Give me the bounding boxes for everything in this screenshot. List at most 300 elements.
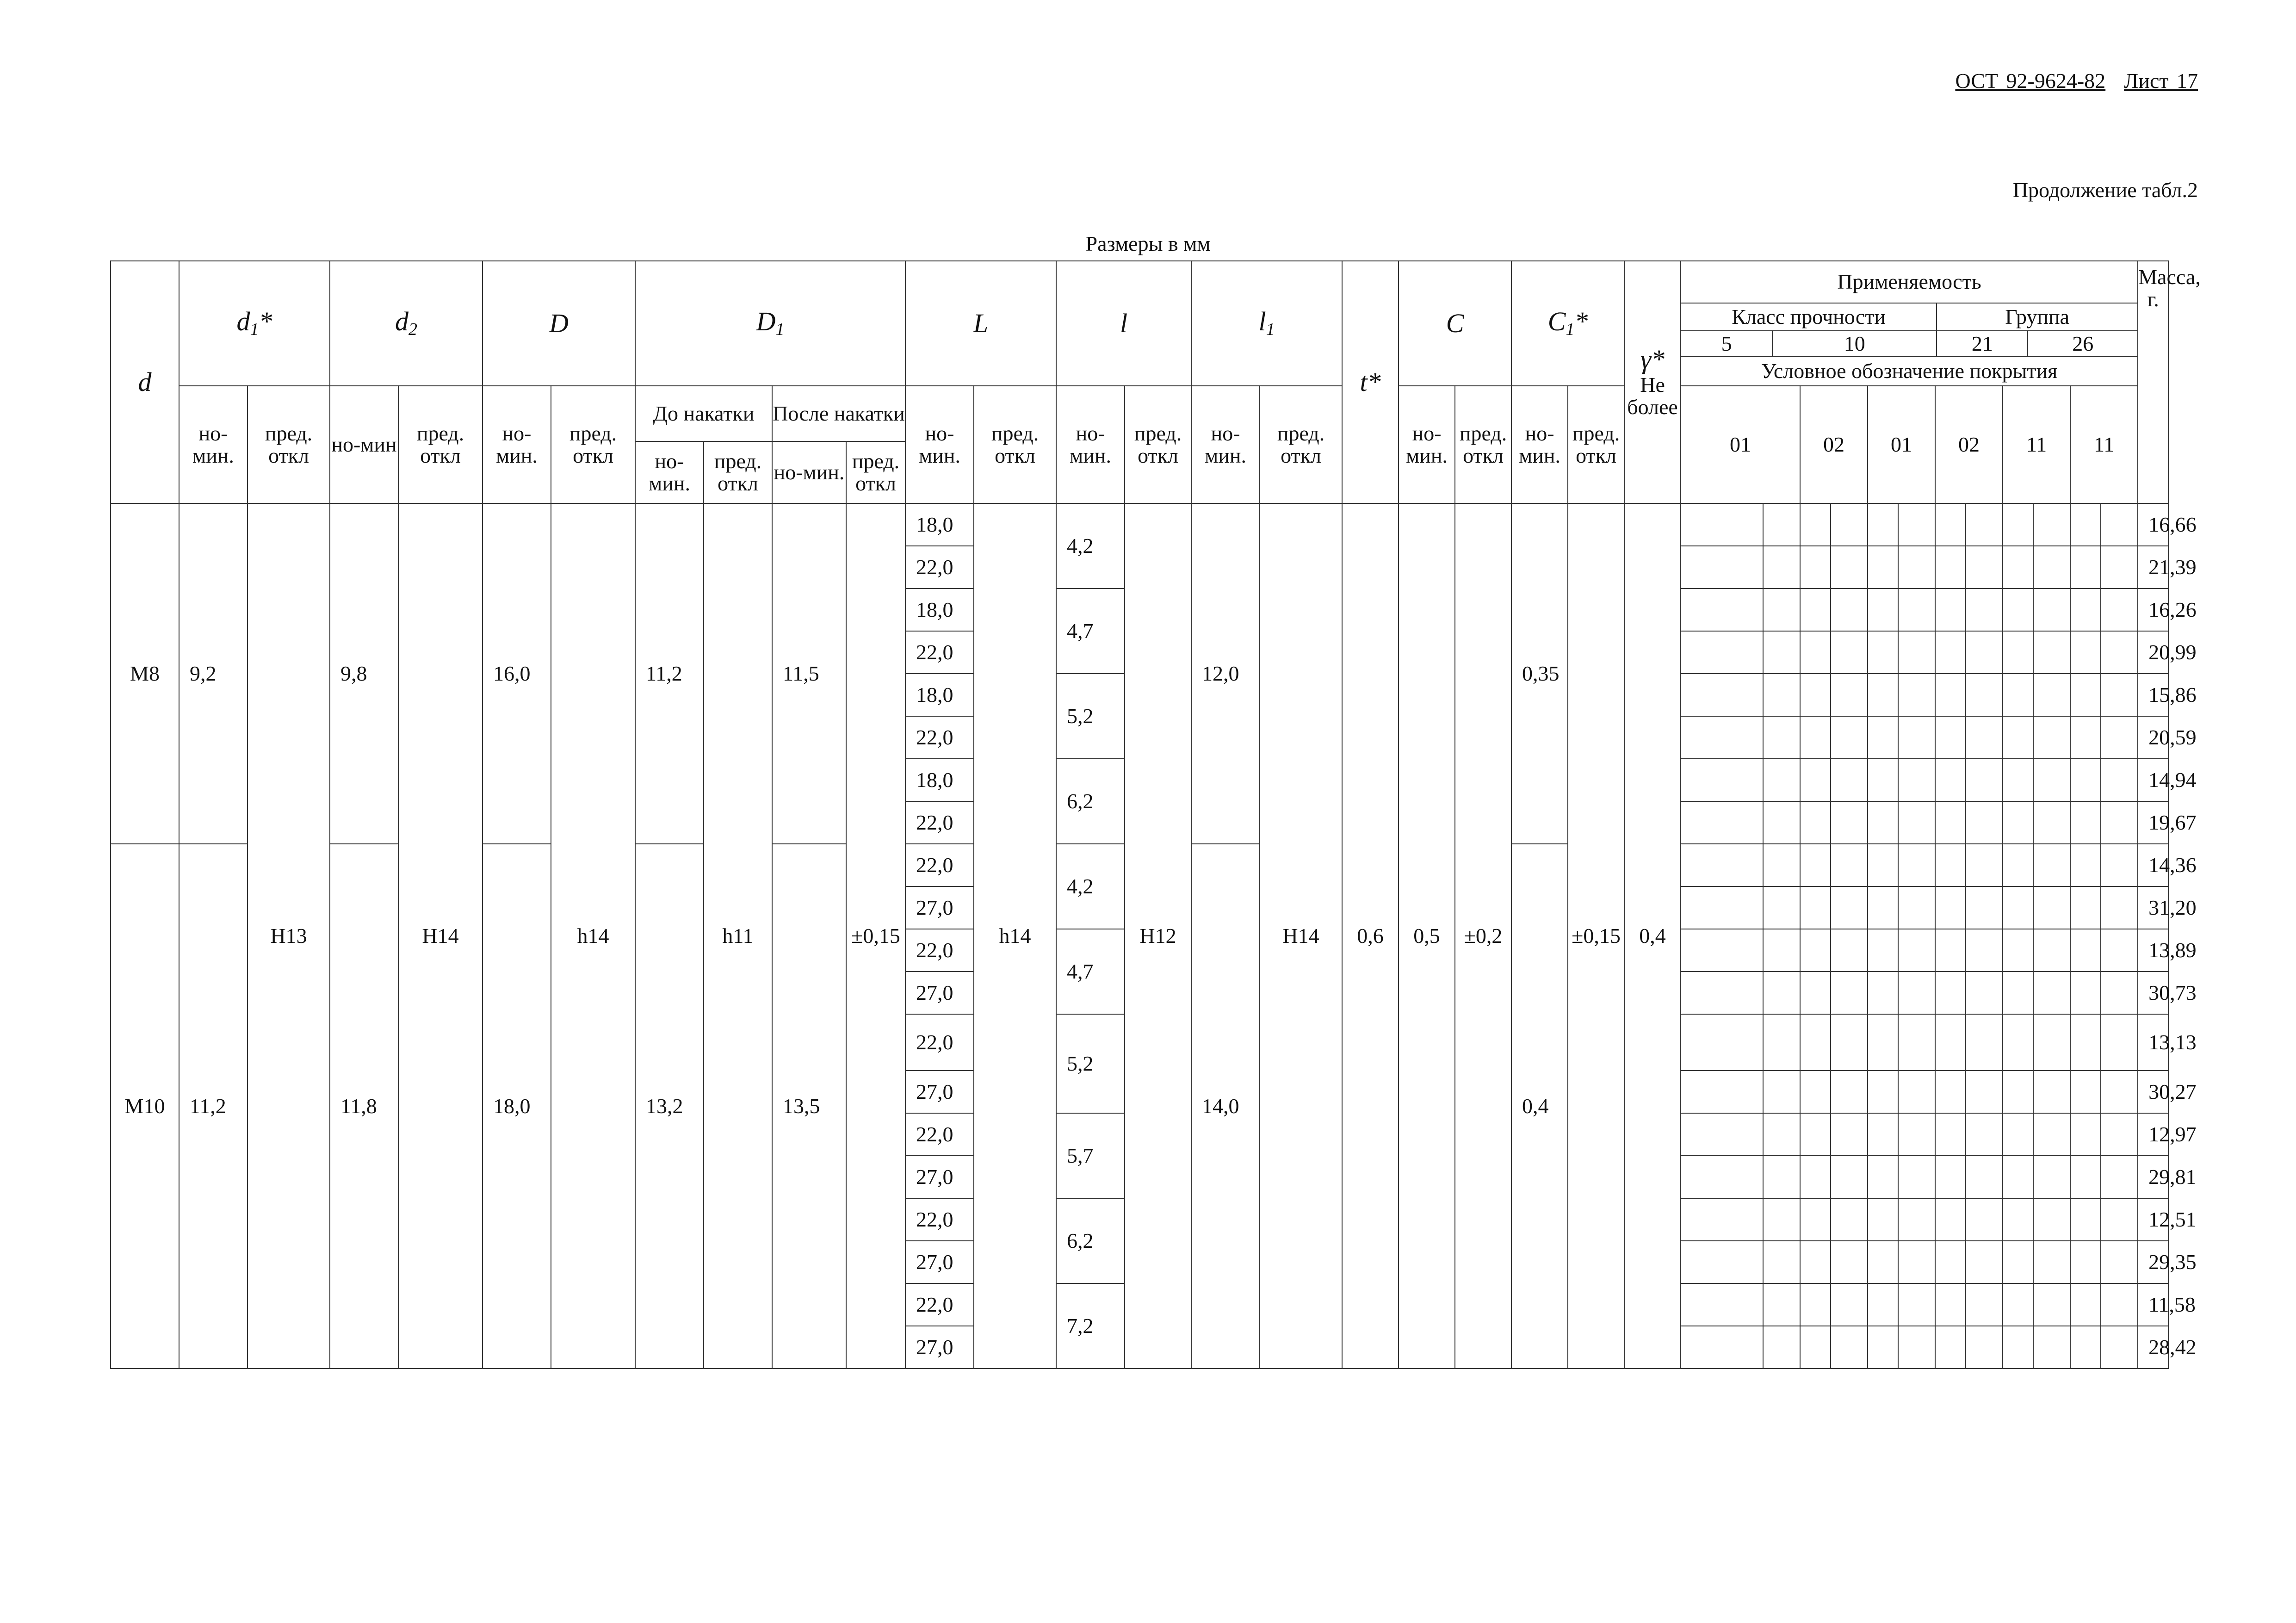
applicability-cell bbox=[1800, 674, 1831, 716]
mass-value: 30,27 bbox=[2138, 1071, 2168, 1113]
applicability-cell bbox=[2070, 503, 2101, 546]
gamma-value: 0,4 bbox=[1624, 503, 1681, 1369]
applicability-cell bbox=[2033, 1326, 2070, 1369]
applicability-cell bbox=[1681, 1326, 1763, 1369]
applicability-cell bbox=[1935, 801, 1966, 844]
l-nominal: 4,2 bbox=[1056, 503, 1125, 588]
applicability-cell bbox=[1763, 886, 1800, 929]
applicability-cell bbox=[1898, 886, 1935, 929]
applicability-cell bbox=[1831, 886, 1868, 929]
applicability-cell bbox=[2003, 1113, 2033, 1156]
d1-tolerance: H13 bbox=[248, 503, 330, 1369]
applicability-cell bbox=[1898, 1198, 1935, 1241]
l-nominal: 6,2 bbox=[1056, 1198, 1125, 1283]
applicability-cell bbox=[1868, 546, 1898, 588]
applicability-cell bbox=[1763, 844, 1800, 886]
applicability-cell bbox=[1935, 972, 1966, 1014]
applicability-cell bbox=[1898, 716, 1935, 759]
header-gamma: γ* Не более bbox=[1624, 261, 1681, 503]
applicability-cell bbox=[1868, 503, 1898, 546]
D1-before-dev-header: пред. откл bbox=[704, 441, 772, 503]
applicability-cell bbox=[1831, 674, 1868, 716]
d2-nom-header: но-мин bbox=[330, 386, 398, 503]
applicability-cell bbox=[1935, 844, 1966, 886]
applicability-cell bbox=[1763, 1071, 1800, 1113]
document-code bbox=[1955, 68, 2198, 93]
applicability-cell bbox=[1898, 674, 1935, 716]
C1-tolerance: ±0,15 bbox=[1568, 503, 1624, 1369]
D1-after-dev-header: пред. откл bbox=[846, 441, 905, 503]
L-nominal: 22,0 bbox=[905, 546, 974, 588]
applicability-cell bbox=[1898, 1283, 1935, 1326]
applicability-cell bbox=[2101, 1156, 2138, 1198]
applicability-cell bbox=[1681, 674, 1763, 716]
applicability-cell bbox=[1763, 631, 1800, 674]
D1-after-nominal: 13,5 bbox=[772, 844, 846, 1369]
applicability-cell bbox=[2033, 503, 2070, 546]
group-26: 26 bbox=[2028, 331, 2137, 357]
applicability-cell bbox=[2101, 674, 2138, 716]
applicability-cell bbox=[1868, 886, 1898, 929]
mass-value: 15,86 bbox=[2138, 674, 2168, 716]
header-l1: $l_1$ bbox=[1191, 261, 1342, 386]
d1-nom-header: но-мин. bbox=[179, 386, 248, 503]
L-nominal: 27,0 bbox=[905, 1241, 974, 1283]
applicability-cell bbox=[1831, 503, 1868, 546]
applicability-cell bbox=[1681, 972, 1763, 1014]
applicability-cell bbox=[2070, 1113, 2101, 1156]
applicability-cell bbox=[2003, 929, 2033, 972]
L-nominal: 27,0 bbox=[905, 1326, 974, 1369]
units-label: Размеры в мм bbox=[1085, 232, 1211, 255]
applicability-subheader bbox=[1681, 261, 2137, 385]
l-nom-header: но-мин. bbox=[1056, 386, 1125, 503]
class-10: 10 bbox=[1772, 331, 1937, 357]
C-tolerance: ±0,2 bbox=[1455, 503, 1511, 1369]
document-number: ОСТ 92-9624-82 bbox=[1955, 69, 2106, 93]
applicability-cell bbox=[1966, 1241, 2003, 1283]
mass-value: 16,26 bbox=[2138, 588, 2168, 631]
applicability-cell bbox=[1831, 631, 1868, 674]
mass-value: 20,99 bbox=[2138, 631, 2168, 674]
applicability-cell bbox=[1868, 716, 1898, 759]
applicability-cell bbox=[1681, 929, 1763, 972]
applicability-cell bbox=[2003, 1156, 2033, 1198]
L-nominal: 18,0 bbox=[905, 503, 974, 546]
applicability-cell bbox=[1831, 844, 1868, 886]
applicability-cell bbox=[2003, 1014, 2033, 1071]
applicability-cell bbox=[2033, 844, 2070, 886]
mass-value: 29,35 bbox=[2138, 1241, 2168, 1283]
applicability-cell bbox=[1966, 1014, 2003, 1071]
applicability-cell bbox=[2101, 1241, 2138, 1283]
mass-value: 29,81 bbox=[2138, 1156, 2168, 1198]
applicability-cell bbox=[2003, 1198, 2033, 1241]
applicability-cell bbox=[1800, 1071, 1831, 1113]
applicability-cell bbox=[1966, 588, 2003, 631]
applicability-cell bbox=[1763, 1014, 1800, 1071]
l-nominal: 4,7 bbox=[1056, 588, 1125, 674]
L-nominal: 27,0 bbox=[905, 886, 974, 929]
applicability-cell bbox=[1935, 546, 1966, 588]
applicability-cell bbox=[1681, 631, 1763, 674]
applicability-cell bbox=[2101, 716, 2138, 759]
applicability-cell bbox=[1868, 1014, 1898, 1071]
D1-after-nom-header: но-мин. bbox=[772, 441, 846, 503]
applicability-cell bbox=[2101, 503, 2138, 546]
applicability-cell bbox=[1966, 631, 2003, 674]
applicability-cell bbox=[1763, 1283, 1800, 1326]
applicability-cell bbox=[1966, 1071, 2003, 1113]
applicability-cell bbox=[2070, 801, 2101, 844]
applicability-cell bbox=[2003, 631, 2033, 674]
header-applicability bbox=[1681, 261, 2138, 386]
applicability-cell bbox=[1898, 801, 1935, 844]
mass-value: 28,42 bbox=[2138, 1326, 2168, 1369]
applicability-cell bbox=[1868, 929, 1898, 972]
applicability-cell bbox=[1935, 759, 1966, 801]
applicability-cell bbox=[1898, 546, 1935, 588]
L-nominal: 22,0 bbox=[905, 844, 974, 886]
applicability-cell bbox=[1681, 1241, 1763, 1283]
applicability-cell bbox=[2033, 546, 2070, 588]
applicability-cell bbox=[1898, 588, 1935, 631]
header-C1: $C_1*$ bbox=[1511, 261, 1624, 386]
header-L: L bbox=[905, 261, 1056, 386]
mass-value: 31,20 bbox=[2138, 886, 2168, 929]
applicability-cell bbox=[1898, 972, 1935, 1014]
applicability-cell bbox=[1898, 503, 1935, 546]
applicability-cell bbox=[1868, 972, 1898, 1014]
applicability-cell bbox=[2070, 929, 2101, 972]
applicability-cell bbox=[1935, 674, 1966, 716]
applicability-cell bbox=[2003, 844, 2033, 886]
applicability-cell bbox=[1831, 801, 1868, 844]
applicability-cell bbox=[1898, 1113, 1935, 1156]
l1-nominal: 12,0 bbox=[1191, 503, 1260, 844]
applicability-cell bbox=[2070, 546, 2101, 588]
applicability-cell bbox=[1868, 801, 1898, 844]
header-mass: Масса, г. bbox=[2138, 261, 2168, 503]
applicability-cell bbox=[1868, 1326, 1898, 1369]
coating-code-3: 01 bbox=[1868, 386, 1935, 503]
l-dev-header: пред. откл bbox=[1125, 386, 1191, 503]
applicability-cell bbox=[2003, 1283, 2033, 1326]
applicability-cell bbox=[2070, 1014, 2101, 1071]
applicability-cell bbox=[1763, 716, 1800, 759]
applicability-cell bbox=[2070, 886, 2101, 929]
L-nominal: 22,0 bbox=[905, 716, 974, 759]
D-nominal: 16,0 bbox=[483, 503, 551, 844]
applicability-cell bbox=[2101, 886, 2138, 929]
mass-value: 16,66 bbox=[2138, 503, 2168, 546]
applicability-cell bbox=[1681, 844, 1763, 886]
mass-value: 19,67 bbox=[2138, 801, 2168, 844]
applicability-cell bbox=[1763, 674, 1800, 716]
applicability-cell bbox=[1935, 1241, 1966, 1283]
l-tolerance: H12 bbox=[1125, 503, 1191, 1369]
D1-after-knurl-header: После накатки bbox=[772, 386, 905, 441]
applicability-cell bbox=[2101, 1071, 2138, 1113]
L-nominal: 27,0 bbox=[905, 1156, 974, 1198]
applicability-cell bbox=[2003, 546, 2033, 588]
D1-before-tolerance: h11 bbox=[704, 503, 772, 1369]
applicability-cell bbox=[1898, 631, 1935, 674]
mass-value: 14,36 bbox=[2138, 844, 2168, 886]
applicability-cell bbox=[1966, 929, 2003, 972]
l-nominal: 5,2 bbox=[1056, 674, 1125, 759]
applicability-cell bbox=[1763, 588, 1800, 631]
applicability-cell bbox=[1763, 1156, 1800, 1198]
applicability-cell bbox=[1898, 1241, 1935, 1283]
applicability-cell bbox=[1966, 1113, 2003, 1156]
l1-dev-header: пред. откл bbox=[1260, 386, 1342, 503]
applicability-cell bbox=[2003, 1326, 2033, 1369]
header-t: t* bbox=[1342, 261, 1399, 503]
group-label: Группа bbox=[1937, 303, 2137, 331]
l-nominal: 7,2 bbox=[1056, 1283, 1125, 1369]
C-nom-header: но-мин. bbox=[1399, 386, 1455, 503]
applicability-cell bbox=[1966, 716, 2003, 759]
C1-nom-header: но-мин. bbox=[1511, 386, 1568, 503]
applicability-cell bbox=[2003, 759, 2033, 801]
l1-nominal: 14,0 bbox=[1191, 844, 1260, 1369]
applicability-cell bbox=[1935, 716, 1966, 759]
applicability-cell bbox=[2033, 1113, 2070, 1156]
applicability-cell bbox=[1966, 1156, 2003, 1198]
header-d2: $d_2$ bbox=[330, 261, 483, 386]
coating-code-6: 11 bbox=[2070, 386, 2138, 503]
D1-before-nom-header: но-мин. bbox=[635, 441, 704, 503]
table-row bbox=[111, 503, 2256, 546]
d1-nominal: 9,2 bbox=[179, 503, 248, 844]
applicability-cell bbox=[2033, 801, 2070, 844]
mass-value: 20,59 bbox=[2138, 716, 2168, 759]
applicability-cell bbox=[1935, 886, 1966, 929]
d2-dev-header: пред. откл bbox=[398, 386, 483, 503]
applicability-cell bbox=[1800, 588, 1831, 631]
l-nominal: 5,7 bbox=[1056, 1113, 1125, 1198]
applicability-cell bbox=[1868, 844, 1898, 886]
applicability-cell bbox=[1800, 759, 1831, 801]
C1-dev-header: пред. откл bbox=[1568, 386, 1624, 503]
applicability-cell bbox=[1681, 546, 1763, 588]
D-nom-header: но-мин. bbox=[483, 386, 551, 503]
applicability-cell bbox=[2033, 1071, 2070, 1113]
applicability-cell bbox=[1898, 1326, 1935, 1369]
applicability-cell bbox=[1831, 1014, 1868, 1071]
header-C: C bbox=[1399, 261, 1511, 386]
D1-before-nominal: 13,2 bbox=[635, 844, 704, 1369]
C1-nominal: 0,4 bbox=[1511, 844, 1568, 1369]
applicability-cell bbox=[1966, 1283, 2003, 1326]
applicability-cell bbox=[2101, 546, 2138, 588]
applicability-cell bbox=[1935, 1071, 1966, 1113]
applicability-cell bbox=[1681, 716, 1763, 759]
group-21: 21 bbox=[1937, 331, 2028, 357]
L-nominal: 22,0 bbox=[905, 801, 974, 844]
applicability-cell bbox=[1935, 588, 1966, 631]
dimensions-table bbox=[110, 260, 2257, 1369]
applicability-cell bbox=[1681, 1113, 1763, 1156]
applicability-cell bbox=[1831, 546, 1868, 588]
strength-class-label: Класс прочности bbox=[1681, 303, 1937, 331]
applicability-cell bbox=[1681, 1198, 1763, 1241]
applicability-cell bbox=[2070, 1156, 2101, 1198]
applicability-cell bbox=[2033, 759, 2070, 801]
applicability-cell bbox=[1935, 1326, 1966, 1369]
applicability-cell bbox=[1800, 546, 1831, 588]
applicability-cell bbox=[2101, 844, 2138, 886]
t-value: 0,6 bbox=[1342, 503, 1399, 1369]
mass-value: 30,73 bbox=[2138, 972, 2168, 1014]
applicability-cell bbox=[1800, 1326, 1831, 1369]
applicability-cell bbox=[1898, 1014, 1935, 1071]
D1-before-nominal: 11,2 bbox=[635, 503, 704, 844]
applicability-cell bbox=[1831, 716, 1868, 759]
applicability-cell bbox=[2101, 929, 2138, 972]
mass-value: 12,97 bbox=[2138, 1113, 2168, 1156]
applicability-cell bbox=[1800, 801, 1831, 844]
mass-value: 21,39 bbox=[2138, 546, 2168, 588]
l-nominal: 6,2 bbox=[1056, 759, 1125, 844]
coating-code-1: 01 bbox=[1681, 386, 1800, 503]
applicability-cell bbox=[1800, 1198, 1831, 1241]
D-dev-header: пред. откл bbox=[551, 386, 635, 503]
coating-code-5: 11 bbox=[2003, 386, 2070, 503]
mass-value: 14,94 bbox=[2138, 759, 2168, 801]
applicability-cell bbox=[1681, 1071, 1763, 1113]
applicability-cell bbox=[1966, 503, 2003, 546]
applicability-cell bbox=[1935, 1014, 1966, 1071]
applicability-cell bbox=[1800, 886, 1831, 929]
header-d1: $d_1*$ bbox=[179, 261, 330, 386]
applicability-cell bbox=[2070, 631, 2101, 674]
coating-code-4: 02 bbox=[1935, 386, 2003, 503]
applicability-cell bbox=[1898, 1156, 1935, 1198]
applicability-cell bbox=[2033, 1198, 2070, 1241]
applicability-cell bbox=[2003, 674, 2033, 716]
D1-after-tolerance: ±0,15 bbox=[846, 503, 905, 1369]
header-d: d bbox=[111, 261, 179, 503]
applicability-cell bbox=[1966, 546, 2003, 588]
applicability-cell bbox=[1831, 1071, 1868, 1113]
applicability-cell bbox=[2003, 588, 2033, 631]
applicability-cell bbox=[1763, 1198, 1800, 1241]
L-nominal: 22,0 bbox=[905, 1198, 974, 1241]
applicability-cell bbox=[1966, 1326, 2003, 1369]
coating-label: Условное обозначение покрытия bbox=[1761, 359, 2058, 383]
d1-nominal: 11,2 bbox=[179, 844, 248, 1369]
applicability-cell bbox=[2033, 1156, 2070, 1198]
applicability-cell bbox=[1800, 716, 1831, 759]
applicability-cell bbox=[1831, 929, 1868, 972]
applicability-cell bbox=[1831, 1326, 1868, 1369]
applicability-cell bbox=[2033, 929, 2070, 972]
applicability-cell bbox=[2070, 1326, 2101, 1369]
L-nominal: 22,0 bbox=[905, 1113, 974, 1156]
thread-d: M8 bbox=[111, 503, 179, 844]
L-nominal: 18,0 bbox=[905, 674, 974, 716]
applicability-cell bbox=[1763, 801, 1800, 844]
D-tolerance: h14 bbox=[551, 503, 635, 1369]
applicability-cell bbox=[2033, 972, 2070, 1014]
applicability-cell bbox=[1831, 1241, 1868, 1283]
applicability-cell bbox=[1800, 844, 1831, 886]
applicability-cell bbox=[2101, 972, 2138, 1014]
applicability-cell bbox=[1966, 674, 2003, 716]
L-nominal: 22,0 bbox=[905, 1283, 974, 1326]
applicability-cell bbox=[1831, 1198, 1868, 1241]
applicability-cell bbox=[1681, 801, 1763, 844]
applicability-cell bbox=[2033, 1283, 2070, 1326]
applicability-cell bbox=[2033, 716, 2070, 759]
applicability-cell bbox=[2101, 1014, 2138, 1071]
l1-tolerance: H14 bbox=[1260, 503, 1342, 1369]
applicability-cell bbox=[2003, 1241, 2033, 1283]
L-nominal: 27,0 bbox=[905, 1071, 974, 1113]
applicability-cell bbox=[1966, 886, 2003, 929]
C-nominal: 0,5 bbox=[1399, 503, 1455, 1369]
l-nominal: 4,7 bbox=[1056, 929, 1125, 1014]
applicability-cell bbox=[2101, 1113, 2138, 1156]
d2-nominal: 9,8 bbox=[330, 503, 398, 844]
sheet-number: Лист 17 bbox=[2124, 69, 2198, 93]
applicability-cell bbox=[2070, 1198, 2101, 1241]
applicability-cell bbox=[2003, 972, 2033, 1014]
applicability-cell bbox=[1831, 972, 1868, 1014]
applicability-cell bbox=[1898, 759, 1935, 801]
applicability-cell bbox=[1966, 801, 2003, 844]
mass-value: 12,51 bbox=[2138, 1198, 2168, 1241]
C1-nominal: 0,35 bbox=[1511, 503, 1568, 844]
applicability-cell bbox=[1966, 759, 2003, 801]
applicability-cell bbox=[1763, 1241, 1800, 1283]
applicability-cell bbox=[2101, 1283, 2138, 1326]
L-tolerance: h14 bbox=[974, 503, 1056, 1369]
table-continuation-note: Продолжение табл.2 bbox=[2012, 178, 2198, 202]
applicability-cell bbox=[2070, 1283, 2101, 1326]
applicability-cell bbox=[2101, 759, 2138, 801]
applicability-cell bbox=[2070, 972, 2101, 1014]
applicability-cell bbox=[1868, 1283, 1898, 1326]
d2-nominal: 11,8 bbox=[330, 844, 398, 1369]
L-nominal: 22,0 bbox=[905, 929, 974, 972]
applicability-cell bbox=[2101, 588, 2138, 631]
applicability-cell bbox=[1681, 886, 1763, 929]
applicability-cell bbox=[1898, 929, 1935, 972]
L-nominal: 22,0 bbox=[905, 1014, 974, 1071]
mass-value: 11,58 bbox=[2138, 1283, 2168, 1326]
applicability-cell bbox=[1763, 929, 1800, 972]
applicability-cell bbox=[2070, 1241, 2101, 1283]
applicability-cell bbox=[2101, 1198, 2138, 1241]
applicability-cell bbox=[1831, 759, 1868, 801]
applicability-cell bbox=[1935, 1198, 1966, 1241]
applicability-cell bbox=[1868, 1113, 1898, 1156]
applicability-cell bbox=[1681, 759, 1763, 801]
applicability-cell bbox=[2070, 674, 2101, 716]
applicability-cell bbox=[2101, 1326, 2138, 1369]
D1-after-nominal: 11,5 bbox=[772, 503, 846, 844]
D-nominal: 18,0 bbox=[483, 844, 551, 1369]
applicability-cell bbox=[1868, 1156, 1898, 1198]
applicability-cell bbox=[1831, 588, 1868, 631]
applicability-cell bbox=[1868, 631, 1898, 674]
L-nominal: 18,0 bbox=[905, 759, 974, 801]
applicability-cell bbox=[1831, 1283, 1868, 1326]
applicability-cell bbox=[1800, 631, 1831, 674]
